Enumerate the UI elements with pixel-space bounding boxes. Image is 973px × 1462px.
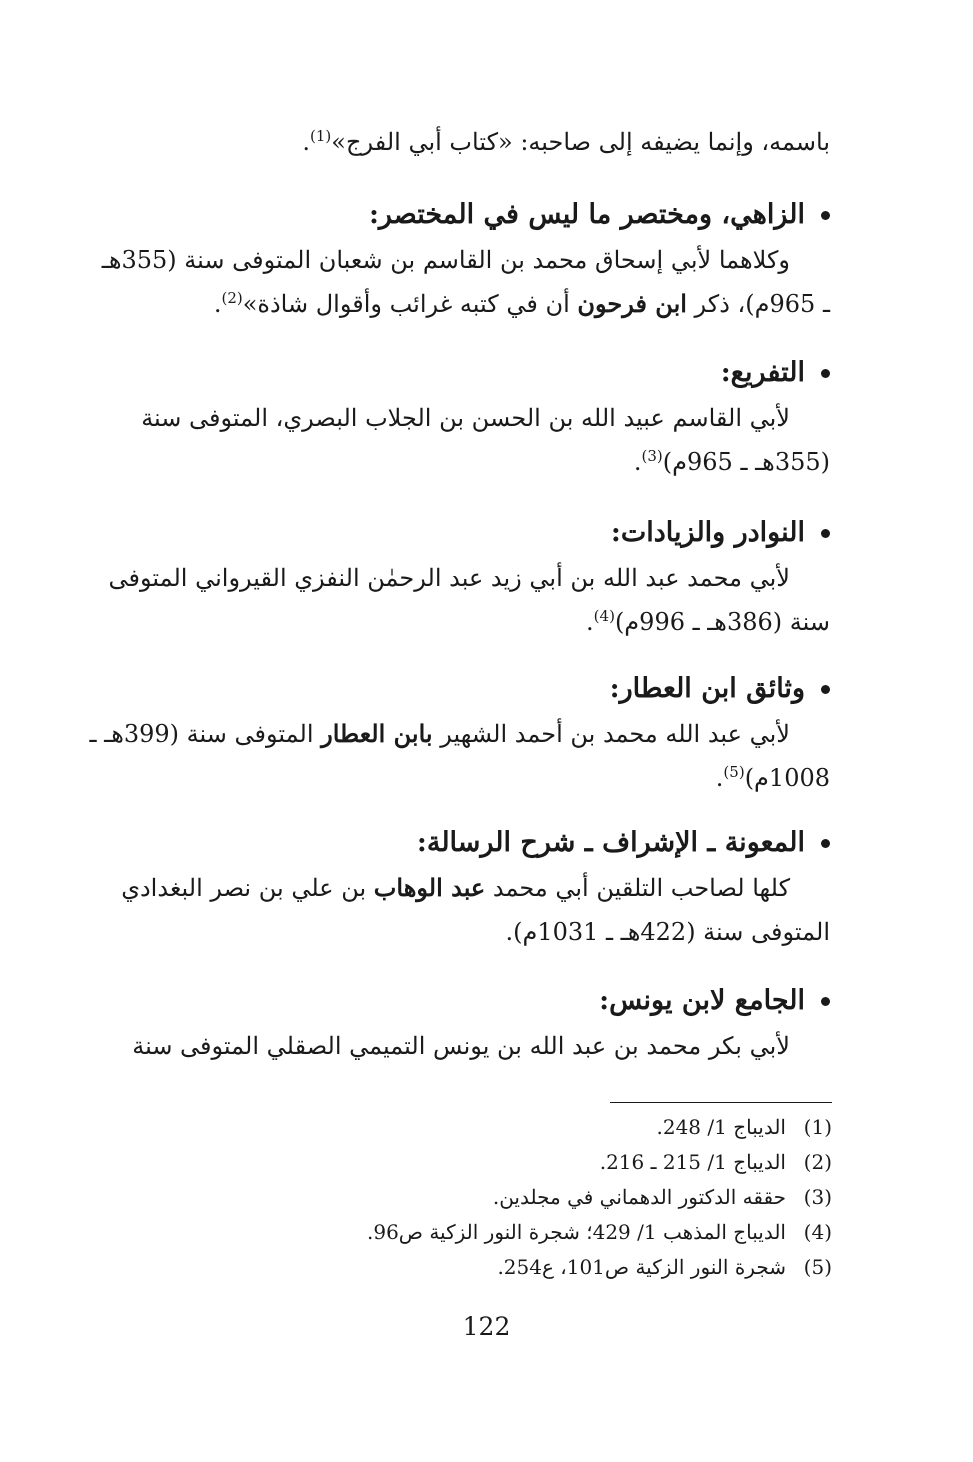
section-heading: المعونة ـ الإشراف ـ شرح الرسالة: <box>72 820 830 866</box>
footnote-text: الديباج 1/ 248. <box>656 1115 786 1139</box>
section-text-line: لأبي القاسم عبيد الله بن الحسن بن الجلاب البصري، المتوفى سنة <box>141 404 790 432</box>
footnote-text: شجرة النور الزكية ص101، ع254. <box>497 1255 786 1279</box>
footnote-item <box>72 1145 832 1180</box>
footnote-ref-2[interactable]: (2) <box>221 289 243 307</box>
footnote-ref-5[interactable]: (5) <box>723 763 745 781</box>
bullet-icon <box>821 529 830 538</box>
intro-text: باسمه، وإنما يضيفه إلى صاحبه: «كتاب أبي الفرج» <box>331 128 830 156</box>
section-jami <box>72 978 830 1068</box>
section-heading: وثائق ابن العطار: <box>72 666 830 712</box>
footnote-divider <box>610 1102 832 1103</box>
section-text-line: لأبي عبد الله محمد بن أحمد الشهير بابن العطار المتوفى سنة (399هـ ـ <box>89 719 790 748</box>
intro-paragraph: باسمه، وإنما يضيفه إلى صاحبه: «كتاب أبي الفرج»$^{(1)}$. <box>302 127 830 156</box>
footnote-ref-4[interactable]: (4) <box>593 607 615 625</box>
footnote-number: (4) <box>803 1220 832 1244</box>
footnotes <box>72 1110 832 1285</box>
footnote-text: حققه الدكتور الدهماني في مجلدين. <box>492 1185 786 1209</box>
section-maouna <box>72 820 830 954</box>
footnote-number: (2) <box>803 1150 832 1174</box>
footnote-item <box>72 1110 832 1145</box>
section-text-line: (355هـ ـ 965م)$^{(3)}$. <box>633 447 830 476</box>
section-text-line: 1008م)$^{(5)}$. <box>715 763 830 792</box>
bullet-icon <box>821 685 830 694</box>
section-text-line: لأبي محمد عبد الله بن أبي زيد عبد الرحمٰن النفزي القيرواني المتوفى <box>108 564 790 592</box>
section-heading: التفريع: <box>72 350 830 396</box>
section-text-line: سنة (386هـ ـ 996م)$^{(4)}$. <box>586 607 830 636</box>
section-text-line: وكلاهما لأبي إسحاق محمد بن القاسم بن شعبان المتوفى سنة (355هـ <box>101 246 790 274</box>
footnote-number: (5) <box>803 1255 832 1279</box>
footnote-item <box>72 1250 832 1285</box>
page-number: 122 <box>462 1312 511 1341</box>
bullet-icon <box>821 211 830 220</box>
footnote-number: (1) <box>803 1115 832 1139</box>
bold-name: عبد الوهاب <box>373 873 486 902</box>
section-text-line: لأبي بكر محمد بن عبد الله بن يونس التميمي الصقلي المتوفى سنة <box>132 1032 790 1060</box>
footnote-number: (3) <box>803 1185 832 1209</box>
section-text-line: ـ 965م)، ذكر ابن فرحون أن في كتبه غرائب وأقوال شاذة»$^{(2)}$. <box>213 289 830 318</box>
section-heading: النوادر والزيادات: <box>72 510 830 556</box>
section-heading: الزاهي، ومختصر ما ليس في المختصر: <box>72 192 830 238</box>
section-zahi <box>72 192 830 326</box>
section-text-line: المتوفى سنة (422هـ ـ 1031م). <box>505 918 830 946</box>
footnote-text: الديباج 1/ 215 ـ 216. <box>599 1150 786 1174</box>
bullet-icon <box>821 839 830 848</box>
section-tafri <box>72 350 830 484</box>
footnote-ref-3[interactable]: (3) <box>641 447 663 465</box>
footnote-ref-1[interactable]: (1) <box>310 127 332 145</box>
footnote-text: الديباج المذهب 1/ 429؛ شجرة النور الزكية ص96. <box>366 1220 786 1244</box>
bold-name: بابن العطار <box>321 719 433 748</box>
footnote-item <box>72 1180 832 1215</box>
footnote-item <box>72 1215 832 1250</box>
bullet-icon <box>821 997 830 1006</box>
bold-name: ابن فرحون <box>577 289 687 318</box>
section-text-line: كلها لصاحب التلقين أبي محمد عبد الوهاب بن علي بن نصر البغدادي <box>121 873 790 902</box>
section-wathaiq <box>72 666 830 800</box>
bullet-icon <box>821 369 830 378</box>
section-nawadir <box>72 510 830 644</box>
section-heading: الجامع لابن يونس: <box>72 978 830 1024</box>
